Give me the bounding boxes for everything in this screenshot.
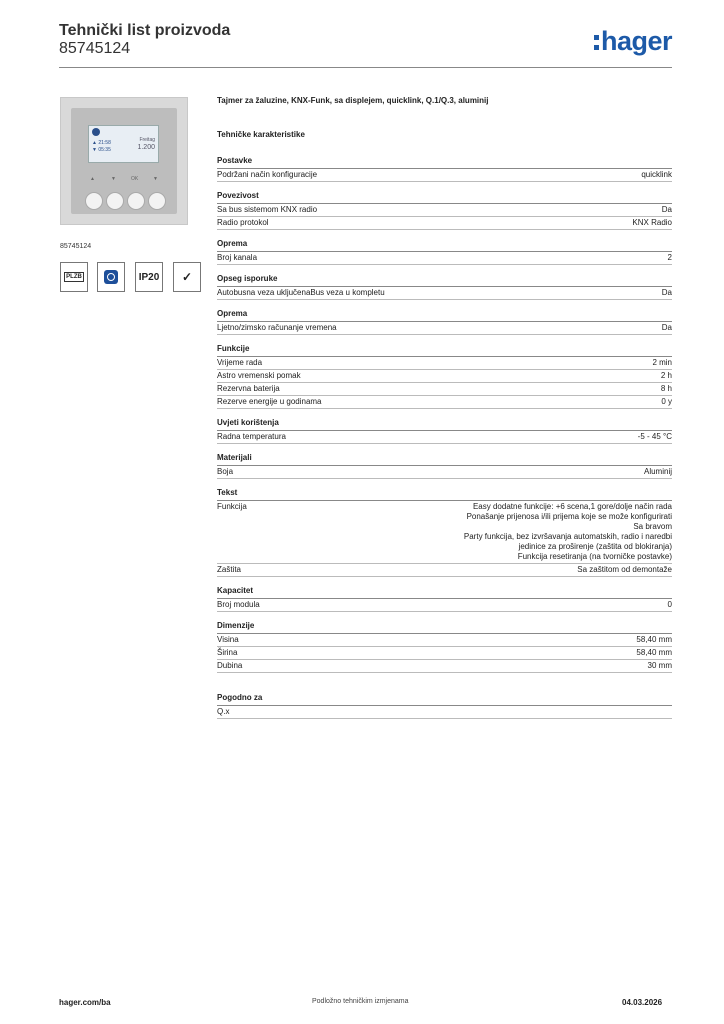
spec-group-title: Funkcije [217, 344, 672, 357]
ip20-badge: IP20 [135, 262, 163, 292]
display-down-icon: ▼ 05:35 [92, 147, 111, 153]
page-title: Tehnički list proizvoda [59, 22, 231, 39]
display-day: Freitag [139, 137, 155, 143]
logo-text: hager [601, 26, 673, 56]
spec-group-title: Pogodno za [217, 693, 672, 706]
spec-label: Rezervna baterija [217, 384, 280, 393]
spec-label: Radio protokol [217, 218, 269, 227]
spec-group [217, 586, 672, 612]
spec-group [217, 453, 672, 479]
device-button-2 [106, 192, 124, 210]
characteristics-list [217, 156, 672, 728]
spec-value: 0 y [661, 397, 672, 406]
display-value: 1.200 [137, 144, 155, 151]
product-image [60, 97, 188, 225]
spec-label: Q.x [217, 707, 230, 716]
spec-group [217, 621, 672, 673]
spec-value: KNX Radio [632, 218, 672, 227]
spec-value: 0 [667, 600, 672, 609]
product-description: Tajmer za žaluzine, KNX-Funk, sa displejem, quicklink, Q.1/Q.3, aluminij [217, 96, 489, 105]
spec-label: Visina [217, 635, 239, 644]
spec-group [217, 693, 672, 719]
label-ok: OK [131, 176, 139, 182]
spec-label: Boja [217, 467, 234, 476]
spec-value: 8 h [660, 384, 672, 393]
hager-logo [594, 26, 672, 56]
label-down: ▼ [111, 176, 116, 182]
spec-row [217, 169, 672, 182]
spec-row [217, 706, 672, 719]
spec-group [217, 344, 672, 409]
footer-date: 04.03.2026 [622, 998, 663, 1007]
spec-label: Dubina [217, 661, 243, 670]
spec-group-title: Postavke [217, 156, 672, 169]
spec-value: 2 h [660, 371, 672, 380]
plzb-badge-icon: PLZB [60, 262, 88, 292]
spec-value-line: jedinice za proširenje (zaštita od blokiranja) [518, 542, 672, 551]
spec-group-title: Opseg isporuke [217, 274, 672, 287]
spec-label: Rezerve energije u godinama [217, 397, 322, 406]
spec-group-title: Tekst [217, 488, 672, 501]
device-button-4 [148, 192, 166, 210]
spec-label: Autobusna veza uključenaBus veza u kompletu [217, 288, 385, 297]
label-up: ▲ [90, 176, 95, 182]
spec-label: Sa bus sistemom KNX radio [217, 205, 318, 214]
spec-group [217, 418, 672, 444]
section-title: Tehničke karakteristike [217, 130, 305, 139]
spec-row [217, 383, 672, 396]
spec-value-line: Funkcija resetiranja (na tvorničke postavke) [517, 552, 672, 561]
spec-row [217, 204, 672, 217]
spec-group-title: Oprema [217, 309, 672, 322]
spec-value: Aluminij [643, 467, 672, 476]
spec-group [217, 488, 672, 577]
spec-row [217, 322, 672, 335]
spec-row [217, 634, 672, 647]
spec-value: Da [661, 288, 672, 297]
spec-group [217, 239, 672, 265]
spec-row [217, 431, 672, 444]
spec-row [217, 217, 672, 230]
device-button-3 [127, 192, 145, 210]
spec-value-line: Sa bravom [633, 522, 672, 531]
spec-group [217, 274, 672, 300]
spec-row [217, 357, 672, 370]
spec-row [217, 396, 672, 409]
spec-group-title: Uvjeti korištenja [217, 418, 672, 431]
spec-group-title: Povezivost [217, 191, 672, 204]
check-mark-icon: ✓ [173, 262, 201, 292]
spec-row [217, 660, 672, 673]
spec-label: Broj modula [217, 600, 260, 609]
device-logo-icon [92, 128, 100, 136]
footer-disclaimer: Podložno tehničkim izmjenama [312, 998, 409, 1005]
display-time: 21:58 [98, 140, 111, 146]
spec-value-line: Easy dodatne funkcije: +6 scena,1 gore/dolje način rada [472, 502, 672, 511]
spec-value-line: Ponašanje prijenosa i/ili prijema koje se može konfigurirati [466, 512, 672, 521]
device-buttons [85, 192, 167, 210]
spec-group [217, 309, 672, 335]
spec-row [217, 370, 672, 383]
display-time2: 05:35 [98, 147, 111, 153]
spec-label: Širina [217, 648, 238, 657]
spec-group-title: Kapacitet [217, 586, 672, 599]
spec-value: Da [661, 323, 672, 332]
spec-row [217, 564, 672, 577]
device-display [88, 125, 159, 163]
spec-label: Astro vremenski pomak [217, 371, 301, 380]
spec-value: 2 [667, 253, 672, 262]
label-down2: ▼ [153, 176, 158, 182]
product-number: 85745124 [59, 40, 131, 57]
spec-label: Zaštita [217, 565, 242, 574]
spec-row [217, 599, 672, 612]
spec-value: Sa zaštitom od demontaže [577, 565, 672, 574]
footer-website: hager.com/ba [59, 998, 111, 1007]
device-frame [71, 108, 177, 214]
article-number: 85745124 [60, 243, 92, 250]
spec-row [217, 287, 672, 300]
spec-group [217, 191, 672, 230]
display-up-icon: ▲ 21:58 [92, 140, 111, 146]
spec-label: Podržani način konfiguracije [217, 170, 318, 179]
spec-value: quicklink [641, 170, 672, 179]
spec-value: 30 mm [647, 661, 672, 670]
spec-group [217, 156, 672, 182]
spec-row [217, 501, 672, 564]
spec-label: Broj kanala [217, 253, 258, 262]
spec-label: Funkcija [217, 502, 247, 511]
spec-row [217, 252, 672, 265]
spec-row [217, 647, 672, 660]
spec-value: -5 - 45 °C [637, 432, 672, 441]
header-divider [59, 67, 672, 68]
spec-row [217, 466, 672, 479]
quicklink-badge-icon [97, 262, 125, 292]
device-button-1 [85, 192, 103, 210]
spec-value: 58,40 mm [636, 648, 672, 657]
spec-group-title: Oprema [217, 239, 672, 252]
spec-group-title: Materijali [217, 453, 672, 466]
spec-value: 58,40 mm [636, 635, 672, 644]
spec-label: Ljetno/zimsko računanje vremena [217, 323, 337, 332]
spec-value: Da [661, 205, 672, 214]
spec-group-title: Dimenzije [217, 621, 672, 634]
spec-label: Radna temperatura [217, 432, 286, 441]
spec-value: 2 min [652, 358, 672, 367]
spec-label: Vrijeme rada [217, 358, 263, 367]
spec-value-line: Party funkcija, bez izvršavanja automatskih, radio i naredbi [463, 532, 672, 541]
spec-value [464, 502, 672, 562]
